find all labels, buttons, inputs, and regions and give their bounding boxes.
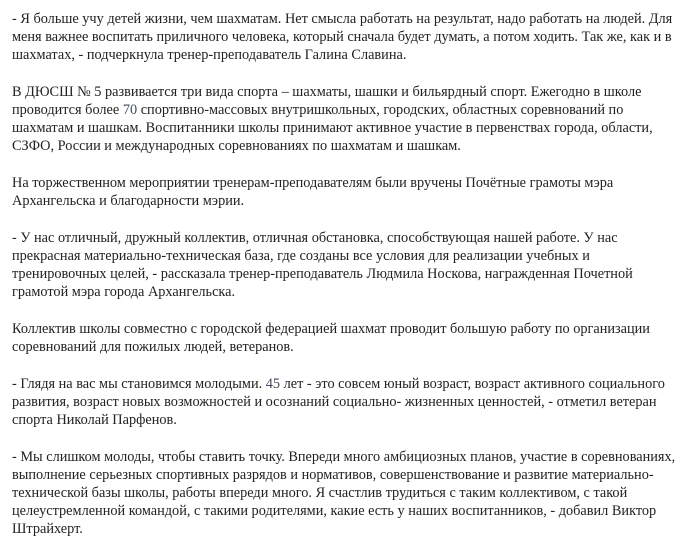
article-paragraph-5: Коллектив школы совместно с городской федерацией шахмат проводит большую работу по организации соревнований для пожилых людей, ветеранов. xyxy=(12,321,650,355)
paragraph-text-after: лет - это совсем юный возраст, возраст активного социального развития, возраст новых возможностей и осознаний социально- жизненных ценностей, - отметил ветеран спорта Николай Парфенов. xyxy=(12,376,665,428)
article-paragraph-2 xyxy=(12,83,684,155)
article-body xyxy=(12,0,684,557)
article-paragraph-7: - Мы слишком молоды, чтобы ставить точку. Впереди много амбициозных планов, участие в соревнованиях, выполнение серьезных спортивных разрядов и нормативов, совершенствование и развитие материально-технической базы школы, работы впереди много. Я счастлив трудиться с таким коллективом, с такой целеустремленной командой, с такими родителями, какие есть у наших воспитанников, - добавил Виктор Штрайхерт. xyxy=(12,449,676,537)
article-paragraph-4: - У нас отличный, дружный коллектив, отличная обстановка, способствующая нашей работе. У нас прекрасная материально-техническая база, где созданы все условия для реализации учебных и тренировочных целей, - рассказала тренер-преподаватель Людмила Носкова, награжденная Почетной грамотой мэра города Архангельска. xyxy=(12,230,633,300)
article-paragraph-1: - Я больше учу детей жизни, чем шахматам. Нет смысла работать на результат, надо работать на людей. Для меня важнее воспитать приличного человека, который сначала будет думать, а потом ходить. Так же, как и в шахматах, - подчеркнула тренер-преподаватель Галина Славина. xyxy=(12,11,673,63)
paragraph-text-after: спортивно-массовых внутришкольных, городских, областных соревнований по шахматам и шашкам. Воспитанники школы принимают активное участие в первенствах города, области, СЗФО, России и международных соревнованиях по шахматам и шашкам. xyxy=(12,102,653,154)
paragraph-text-before: - Глядя на вас мы становимся молодыми. xyxy=(12,376,266,392)
highlighted-number: 70 xyxy=(122,102,138,118)
article-paragraph-6 xyxy=(12,375,684,429)
article-paragraph-3: На торжественном мероприятии тренерам-преподавателям были вручены Почётные грамоты мэра Архангельска и благодарности мэрии. xyxy=(12,175,614,209)
highlighted-number: 45 xyxy=(265,376,281,392)
paragraph-text-before: В ДЮСШ № 5 развивается три вида спорта – шахматы, шашки и бильярдный спорт. Ежегодно в школе проводится более xyxy=(12,84,642,118)
